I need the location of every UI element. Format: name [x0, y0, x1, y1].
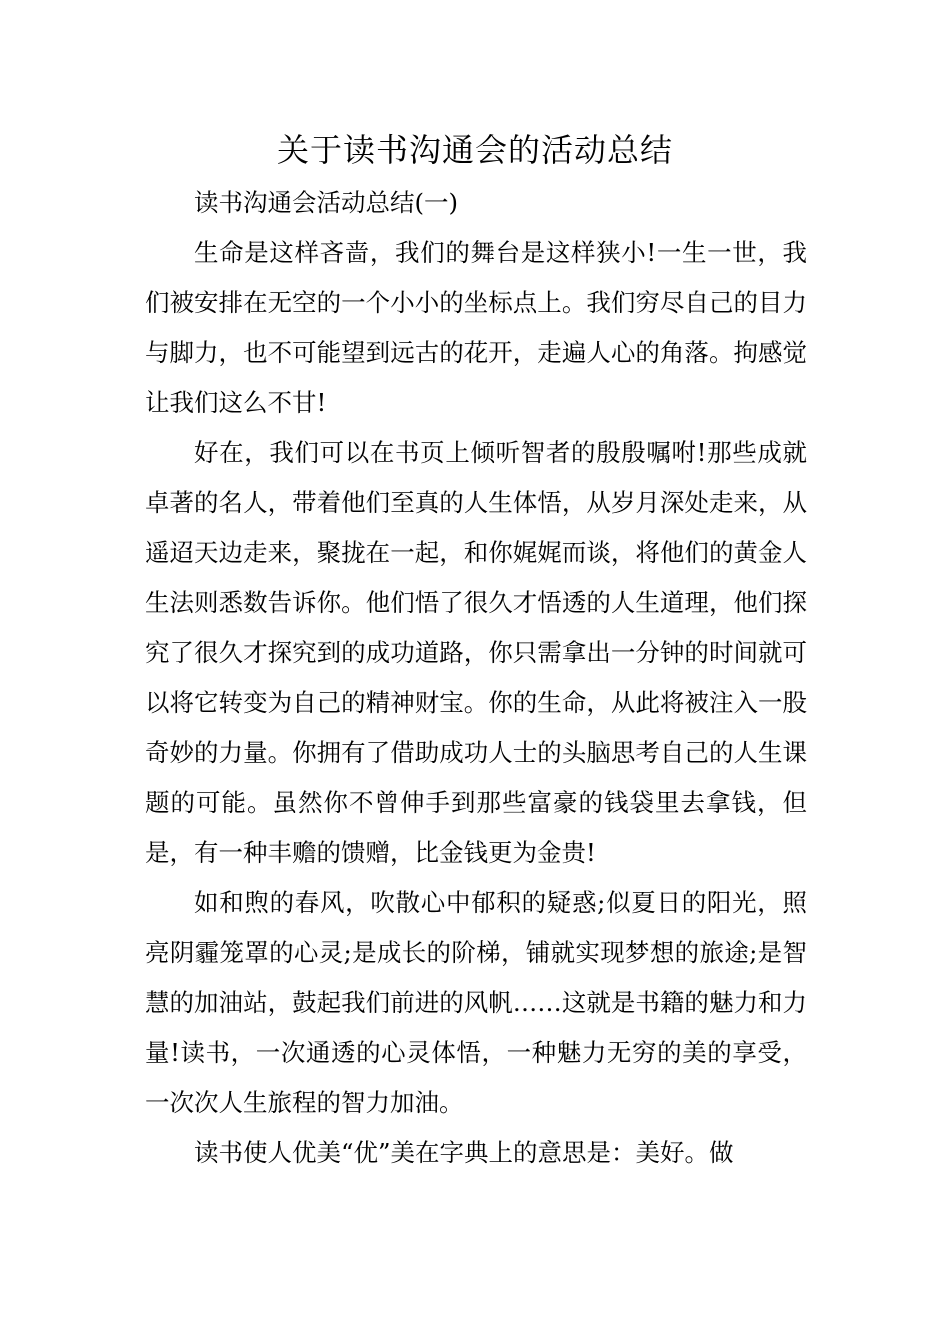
paragraph-1: 生命是这样吝啬，我们的舞台是这样狭小!一生一世，我们被安排在无空的一个小小的坐标点上。我们穷尽自己的目力与脚力，也不可能望到远古的花开，走遍人心的角落。拘感觉让我们这么不甘! [145, 238, 807, 417]
paragraph-3: 如和煦的春风，吹散心中郁积的疑惑;似夏日的阳光，照亮阴霾笼罩的心灵;是成长的阶梯，铺就实现梦想的旅途;是智慧的加油站，鼓起我们前进的风帆……这就是书籍的魅力和力量!读书，一次通透的心灵体悟，一种魅力无穷的美的享受，一次次人生旅程的智力加油。 [145, 888, 807, 1117]
paragraph-4: 读书使人优美“优”美在字典上的意思是：美好。做 [194, 1138, 734, 1167]
document-title: 关于读书沟通会的活动总结 [276, 131, 673, 169]
document-subtitle: 读书沟通会活动总结(一) [194, 188, 459, 217]
paragraph-2: 好在，我们可以在书页上倾听智者的殷殷嘱咐!那些成就卓著的名人，带着他们至真的人生体悟，从岁月深处走来，从遥迢天边走来，聚拢在一起，和你娓娓而谈，将他们的黄金人生法则悉数告诉你。他们悟了很久才悟透的人生道理，他们探究了很久才探究到的成功道路，你只需拿出一分钟的时间就可以将它转变为自己的精神财宝。你的生命，从此将被注入一股奇妙的力量。你拥有了借助成功人士的头脑思考自己的人生课题的可能。虽然你不曾伸手到那些富豪的钱袋里去拿钱，但是，有一种丰赡的馈赠，比金钱更为金贵! [145, 438, 807, 867]
document-body [145, 178, 807, 1178]
